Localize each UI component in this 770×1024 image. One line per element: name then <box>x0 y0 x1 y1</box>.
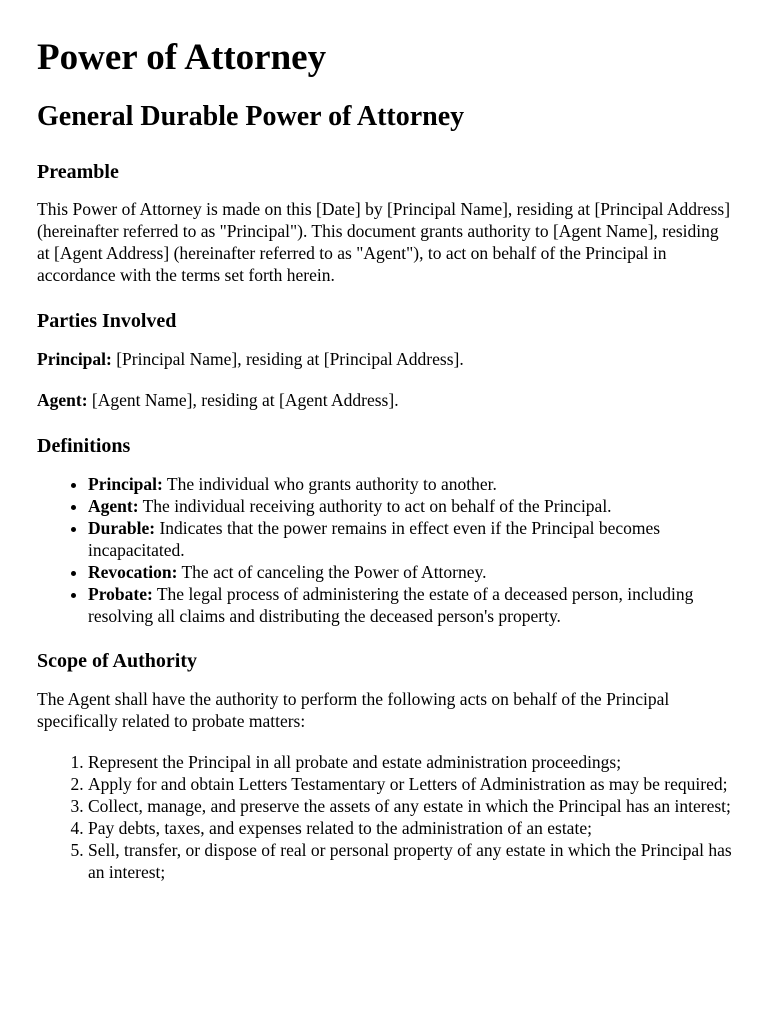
scope-intro: The Agent shall have the authority to perform the following acts on behalf of the Principal specifically related to probate matters: <box>37 689 670 731</box>
agent-party <box>37 389 734 411</box>
definition-term: Agent: <box>88 496 139 516</box>
definition-text: The act of canceling the Power of Attorney. <box>177 562 487 582</box>
preamble-section <box>37 160 734 286</box>
definition-term: Probate: <box>88 584 153 604</box>
definition-item <box>88 583 734 627</box>
definition-text: The individual who grants authority to another. <box>162 474 497 494</box>
definitions-list <box>37 473 734 627</box>
definition-term: Principal: <box>88 474 163 494</box>
definition-item <box>88 473 734 495</box>
document-title: Power of Attorney <box>37 37 327 78</box>
agent-label: Agent: <box>37 390 88 410</box>
definition-item <box>88 495 734 517</box>
preamble-heading: Preamble <box>37 161 119 183</box>
scope-heading: Scope of Authority <box>37 650 197 672</box>
scope-item: 1. Represent the Principal in all probate and estate administration proceedings; <box>88 751 734 773</box>
scope-item: 2. Apply for and obtain Letters Testamentary or Letters of Administration as may be required; <box>88 773 734 795</box>
preamble-text: This Power of Attorney is made on this [Date] by [Principal Name], residing at [Principal Address] (hereinafter referred to as "Principal"). This document grants authority to [Agent Name], residing at [Agent Address] (hereinafter referred to as "Agent"), to act on behalf of the Principal in accordance with the terms set forth herein. <box>37 199 731 285</box>
principal-text: [Principal Name], residing at [Principal Address]. <box>111 349 464 369</box>
definition-item <box>88 517 734 561</box>
definition-text: Indicates that the power remains in effect even if the Principal becomes incapacitated. <box>88 518 661 560</box>
principal-party <box>37 348 734 370</box>
agent-text: [Agent Name], residing at [Agent Address]. <box>87 390 399 410</box>
parties-section <box>37 309 734 411</box>
document-subtitle: General Durable Power of Attorney <box>37 101 465 132</box>
parties-heading: Parties Involved <box>37 310 177 332</box>
scope-item: 3. Collect, manage, and preserve the assets of any estate in which the Principal has an interest; <box>88 795 734 817</box>
scope-section <box>37 649 734 883</box>
definition-text: The legal process of administering the estate of a deceased person, including resolving all claims and distributing the deceased person's property. <box>88 584 694 626</box>
principal-label: Principal: <box>37 349 112 369</box>
definition-term: Durable: <box>88 518 156 538</box>
definition-item <box>88 561 734 583</box>
definitions-heading: Definitions <box>37 435 131 457</box>
scope-item: 5. Sell, transfer, or dispose of real or personal property of any estate in which the Principal has an interest; <box>88 839 734 883</box>
scope-list <box>37 751 734 883</box>
definition-text: The individual receiving authority to act on behalf of the Principal. <box>138 496 612 516</box>
definition-term: Revocation: <box>88 562 178 582</box>
scope-item: 4. Pay debts, taxes, and expenses related to the administration of an estate; <box>88 817 734 839</box>
definitions-section <box>37 434 734 627</box>
